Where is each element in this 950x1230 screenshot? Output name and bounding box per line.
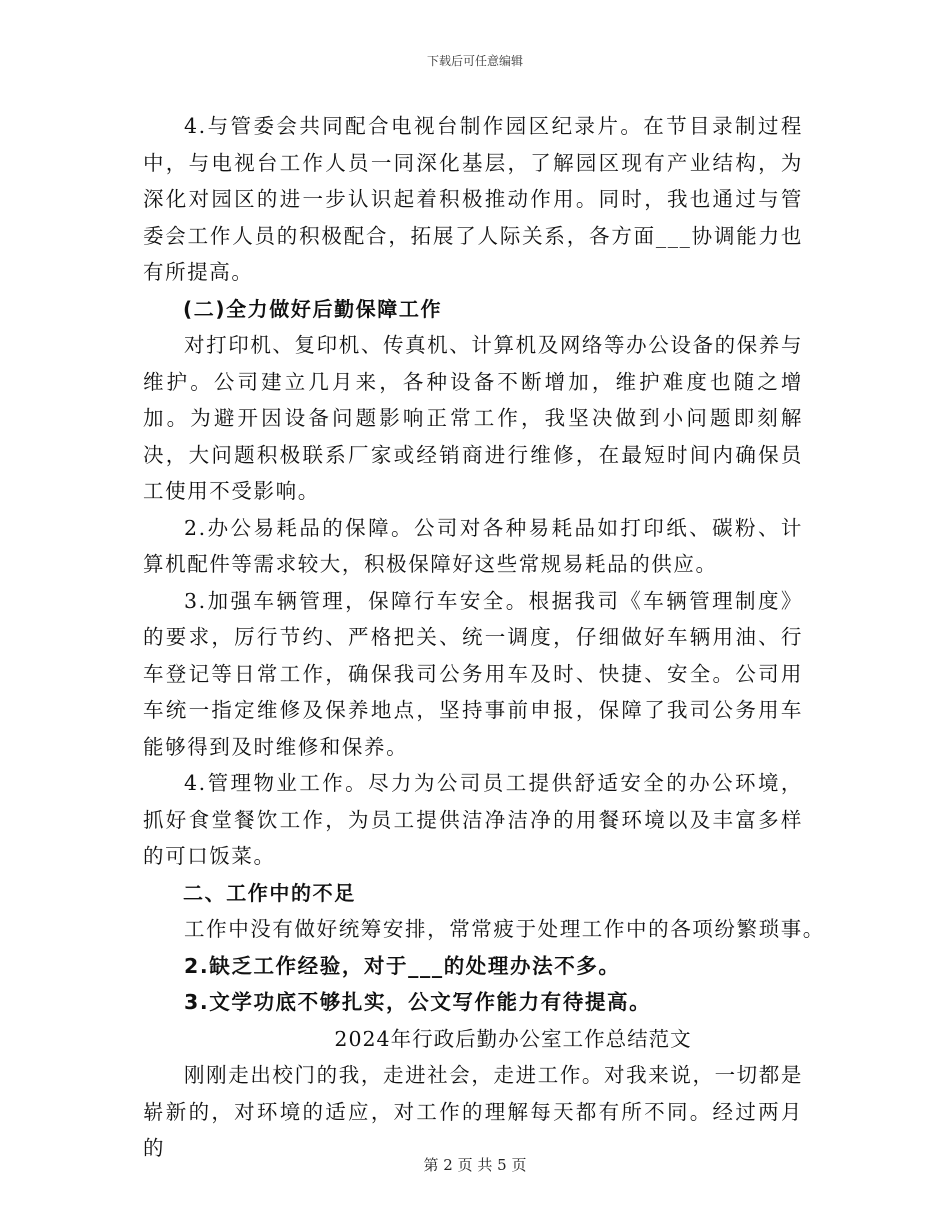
paragraph-writing: 3.文学功底不够扎实，公文写作能力有待提高。	[184, 990, 652, 1014]
paragraph-vehicle-management: 3.加强车辆管理，保障行车安全。根据我司《车辆管理制度》的要求，厉行节约、严格把关、统一调度，仔细做好车辆用油、行车登记等日常工作，确保我司公务用车及时、快捷、安全。公司用车统一指定维修及保养地点，坚持事前申报，保障了我司公务用车能够得到及时维修和保养。	[143, 588, 803, 759]
page-header: 下载后可任意编辑	[426, 54, 523, 68]
paragraph-documentary: 4.与管委会共同配合电视台制作园区纪录片。在节目录制过程中，与电视台工作人员一同深化基层，了解园区现有产业结构，为深化对园区的进一步认识起着积极推动作用。同时，我也通过与管委会工作人员的积极配合，拓展了人际关系，各方面___协调能力也有所提高。	[143, 114, 803, 284]
article-title: 2024年行政后勤办公室工作总结范文	[334, 1026, 692, 1051]
section-heading-shortcomings: 二、工作中的不足	[183, 880, 356, 905]
paragraph-experience: 2.缺乏工作经验，对于___的处理办法不多。	[184, 953, 621, 978]
paragraph-planning: 工作中没有做好统筹安排，常常疲于处理工作中的各项纷繁琐事。	[184, 917, 825, 941]
page-footer: 第 2 页 共 5 页	[423, 1156, 527, 1174]
paragraph-equipment-maintenance: 对打印机、复印机、传真机、计算机及网络等办公设备的保养与维护。公司建立几月来，各种设备不断增加，维护难度也随之增加。为避开因设备问题影响正常工作，我坚决做到小问题即刻解决，大问题积极联系厂家或经销商进行维修，在最短时间内确保员工使用不受影响。	[143, 333, 803, 503]
paragraph-consumables: 2.办公易耗品的保障。公司对各种易耗品如打印纸、碳粉、计算机配件等需求较大，积极保障好这些常规易耗品的供应。	[143, 515, 803, 576]
section-heading-logistics: (二)全力做好后勤保障工作	[183, 296, 443, 321]
document-body	[143, 108, 825, 1167]
paragraph-intro: 刚刚走出校门的我，走进社会，走进工作。对我来说，一切都是崭新的，对环境的适应，对工作的理解每天都有所不同。经过两月的	[143, 1063, 803, 1160]
paragraph-property-management: 4.管理物业工作。尽力为公司员工提供舒适安全的办公环境，抓好食堂餐饮工作，为员工提供洁净洁净的用餐环境以及丰富多样的可口饭菜。	[143, 771, 803, 868]
